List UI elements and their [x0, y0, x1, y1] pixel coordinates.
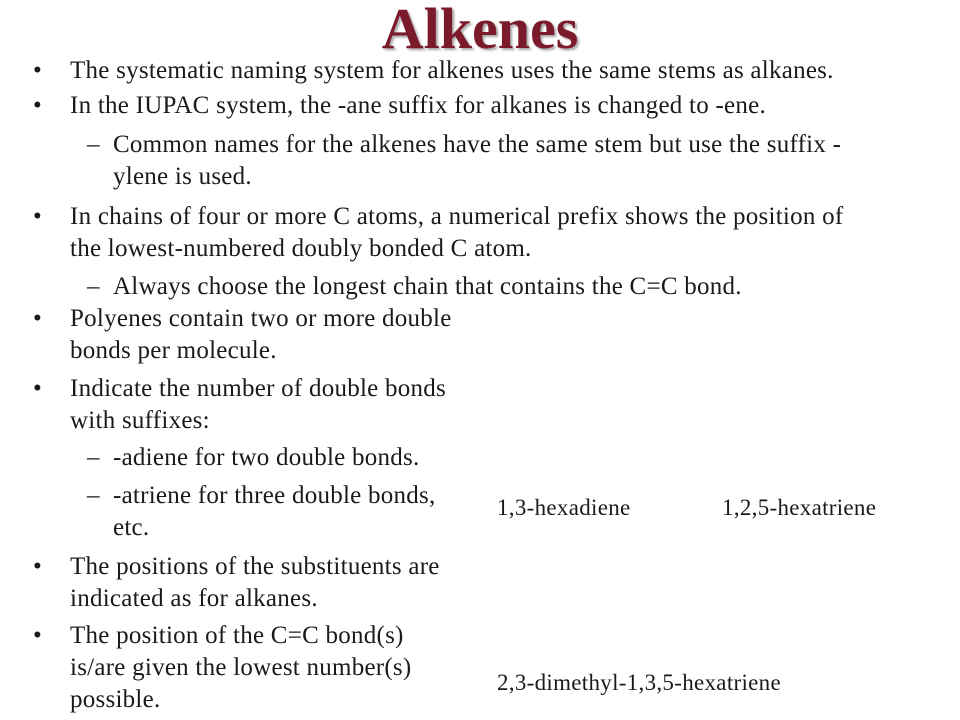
sub-bullet-marker: – — [87, 273, 100, 300]
bullet-item — [33, 551, 440, 615]
bullet-text-line: possible. — [70, 686, 161, 713]
sub-bullet-text-line: -adiene for two double bonds. — [113, 444, 420, 471]
bullet-item — [33, 620, 412, 716]
bullet-marker: • — [33, 375, 43, 402]
sub-bullet-text-line: Always choose the longest chain that contains the C=C bond. — [113, 273, 742, 300]
sub-bullet-item — [87, 129, 842, 193]
bullet-item — [33, 90, 767, 122]
bullet-text-line: bonds per molecule. — [70, 337, 277, 364]
bullet-text-line: indicated as for alkanes. — [70, 585, 318, 612]
sub-bullet-item — [87, 442, 420, 474]
sub-bullet-text-line: etc. — [113, 514, 150, 541]
sub-bullet-text-line: Common names for the alkenes have the same stem but use the suffix - — [113, 131, 842, 158]
bullet-text-line: Indicate the number of double bonds — [70, 375, 447, 402]
sub-bullet-marker: – — [87, 131, 100, 158]
sub-bullet-item — [87, 271, 742, 303]
compound-label-hexadiene: 1,3-hexadiene — [497, 495, 631, 520]
bullet-text-line: the lowest-numbered doubly bonded C atom. — [70, 235, 532, 262]
bullet-marker: • — [33, 57, 43, 84]
bullet-text-line: The position of the C=C bond(s) — [70, 622, 404, 649]
slide-title: Alkenes — [381, 0, 579, 61]
bullet-item — [33, 373, 447, 437]
sub-bullet-marker: – — [87, 444, 100, 471]
bullet-item — [33, 201, 844, 265]
compound-label-dimethyl-hexatriene: 2,3-dimethyl-1,3,5-hexatriene — [497, 670, 781, 695]
bullet-marker: • — [33, 305, 43, 332]
sub-bullet-text-line: ylene is used. — [113, 163, 252, 190]
sub-bullet-text-line: -atriene for three double bonds, — [113, 482, 436, 509]
bullet-text-line: Polyenes contain two or more double — [70, 305, 452, 332]
bullet-marker: • — [33, 553, 43, 580]
bullet-text-line: The systematic naming system for alkenes uses the same stems as alkanes. — [70, 57, 834, 84]
bullet-item — [33, 303, 452, 367]
bullet-text-line: is/are given the lowest number(s) — [70, 654, 412, 681]
bullet-marker: • — [33, 622, 43, 649]
sub-bullet-marker: – — [87, 482, 100, 509]
compound-label-hexatriene: 1,2,5-hexatriene — [722, 495, 877, 520]
bullet-text-line: In chains of four or more C atoms, a numerical prefix shows the position of — [70, 203, 844, 230]
bullet-text-line: The positions of the substituents are — [70, 553, 440, 580]
bullet-marker: • — [33, 92, 43, 119]
bullet-text-line: In the IUPAC system, the -ane suffix for alkanes is changed to -ene. — [70, 92, 767, 119]
bullet-item — [33, 55, 834, 87]
bullet-marker: • — [33, 203, 43, 230]
bullet-text-line: with suffixes: — [70, 407, 210, 434]
sub-bullet-item — [87, 480, 436, 544]
